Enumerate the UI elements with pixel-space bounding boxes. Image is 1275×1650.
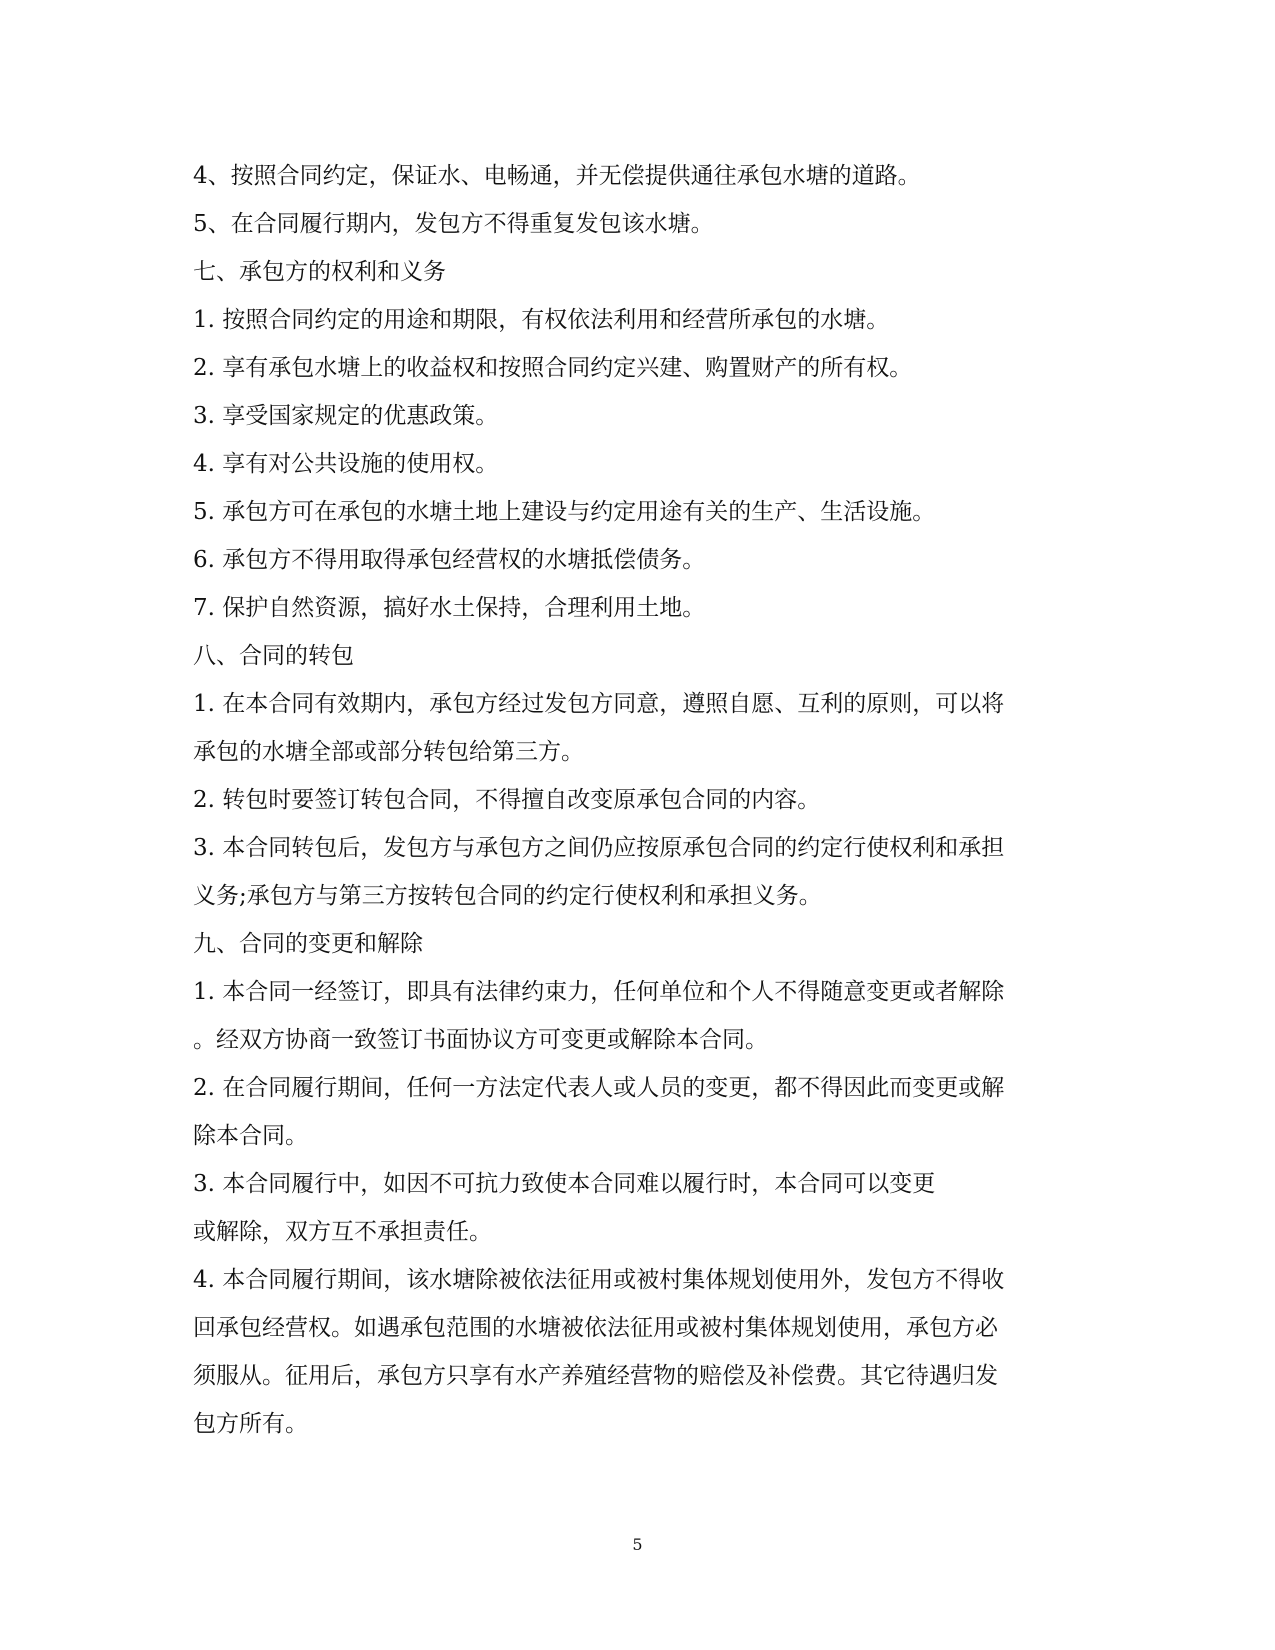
text-line: 义务;承包方与第三方按转包合同的约定行使权利和承担义务。 — [193, 883, 822, 909]
text-line: 4、按照合同约定，保证水、电畅通，并无偿提供通往承包水塘的道路。 — [193, 163, 921, 189]
paragraph — [193, 584, 1073, 632]
text-line: 八、合同的转包 — [193, 643, 354, 669]
paragraph — [193, 248, 1073, 296]
paragraph — [193, 200, 1073, 248]
text-line: 2. 在合同履行期间，任何一方法定代表人或人员的变更，都不得因此而变更或解 — [193, 1075, 1005, 1101]
contract-body-text — [193, 152, 1073, 1448]
text-line: 6. 承包方不得用取得承包经营权的水塘抵偿债务。 — [193, 547, 706, 573]
paragraph — [193, 488, 1073, 536]
paragraph — [193, 440, 1073, 488]
text-line: 1. 在本合同有效期内，承包方经过发包方同意，遵照自愿、互利的原则，可以将 — [193, 691, 1005, 717]
text-line: 须服从。征用后，承包方只享有水产养殖经营物的赔偿及补偿费。其它待遇归发 — [193, 1363, 998, 1389]
page-number: 5 — [632, 1535, 643, 1554]
text-line: 1. 按照合同约定的用途和期限，有权依法利用和经营所承包的水塘。 — [193, 307, 890, 333]
paragraph — [193, 344, 1073, 392]
paragraph — [193, 632, 1073, 680]
paragraph — [193, 680, 1073, 776]
text-line: 5. 承包方可在承包的水塘土地上建设与约定用途有关的生产、生活设施。 — [193, 499, 936, 525]
paragraph — [193, 536, 1073, 584]
paragraph — [193, 824, 1073, 920]
text-line: 5、在合同履行期内，发包方不得重复发包该水塘。 — [193, 211, 714, 237]
text-line: 承包的水塘全部或部分转包给第三方。 — [193, 739, 584, 765]
paragraph — [193, 296, 1073, 344]
text-line: 除本合同。 — [193, 1123, 308, 1149]
text-line: 。经双方协商一致签订书面协议方可变更或解除本合同。 — [193, 1027, 768, 1053]
text-line: 包方所有。 — [193, 1411, 308, 1437]
paragraph — [193, 392, 1073, 440]
paragraph — [193, 1064, 1073, 1160]
text-line: 3. 本合同转包后，发包方与承包方之间仍应按原承包合同的约定行使权利和承担 — [193, 835, 1005, 861]
text-line: 2. 转包时要签订转包合同，不得擅自改变原承包合同的内容。 — [193, 787, 821, 813]
text-line: 4. 享有对公共设施的使用权。 — [193, 451, 499, 477]
paragraph — [193, 1160, 1073, 1256]
text-line: 九、合同的变更和解除 — [193, 931, 423, 957]
text-line: 7. 保护自然资源，搞好水土保持，合理利用土地。 — [193, 595, 706, 621]
paragraph — [193, 776, 1073, 824]
text-line: 3. 享受国家规定的优惠政策。 — [193, 403, 499, 429]
paragraph — [193, 968, 1073, 1064]
text-line: 4. 本合同履行期间，该水塘除被依法征用或被村集体规划使用外，发包方不得收 — [193, 1267, 1005, 1293]
text-line: 回承包经营权。如遇承包范围的水塘被依法征用或被村集体规划使用，承包方必 — [193, 1315, 998, 1341]
text-line: 3. 本合同履行中，如因不可抗力致使本合同难以履行时，本合同可以变更 — [193, 1171, 936, 1197]
text-line: 2. 享有承包水塘上的收益权和按照合同约定兴建、购置财产的所有权。 — [193, 355, 913, 381]
text-line: 或解除，双方互不承担责任。 — [193, 1219, 492, 1245]
paragraph — [193, 1256, 1073, 1448]
text-line: 1. 本合同一经签订，即具有法律约束力，任何单位和个人不得随意变更或者解除 — [193, 979, 1005, 1005]
text-line: 七、承包方的权利和义务 — [193, 259, 446, 285]
paragraph — [193, 152, 1073, 200]
paragraph — [193, 920, 1073, 968]
